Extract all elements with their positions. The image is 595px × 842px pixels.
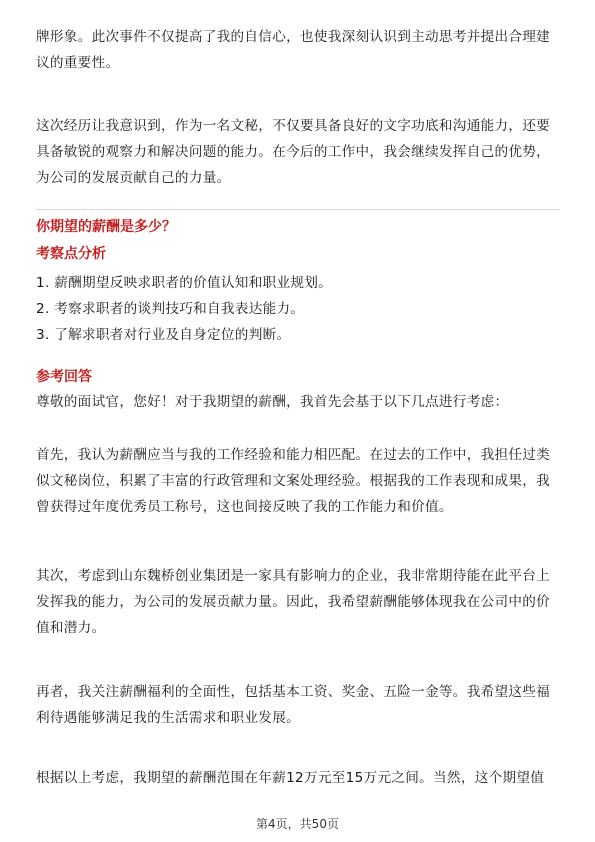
answer-second-point: 其次，考虑到山东魏桥创业集团是一家具有影响力的企业，我非常期待能在此平台上发挥我的能力，为公司的发展贡献力量。因此，我希望薪酬能够体现我在公司中的价值和潜力。 <box>36 568 551 636</box>
analysis-point: 3. 了解求职者对行业及自身定位的判断。 <box>36 327 291 343</box>
answer-first-point: 首先，我认为薪酬应当与我的工作经验和能力相匹配。在过去的工作中，我担任过类似文秘岗位，积累了丰富的行政管理和文案处理经验。根据我的工作表现和成果，我曾获得过年度优秀员工称号，这也间接反映了我的工作能力和价值。 <box>36 447 551 515</box>
page-number: 第4页，共50页 <box>256 817 339 831</box>
paragraph-experience: 这次经历让我意识到，作为一名文秘，不仅要具备良好的文字功底和沟通能力，还要具备敏锐的观察力和解决问题的能力。在今后的工作中，我会继续发挥自己的优势，为公司的发展贡献自己的力量。 <box>36 118 551 186</box>
analysis-points <box>36 270 332 348</box>
analysis-point: 2. 考察求职者的谈判技巧和自我表达能力。 <box>36 301 305 317</box>
section-divider <box>36 209 560 210</box>
analysis-label: 考察点分析 <box>36 246 106 262</box>
answer-conclusion: 根据以上考虑，我期望的薪酬范围在年薪12万元至15万元之间。当然，这个期望值 <box>36 770 545 786</box>
question-title: 你期望的薪酬是多少？ <box>36 219 176 235</box>
answer-label: 参考回答 <box>36 369 92 385</box>
analysis-point: 1. 薪酬期望反映求职者的价值认知和职业规划。 <box>36 275 333 291</box>
answer-greeting: 尊敬的面试官，您好！对于我期望的薪酬，我首先会基于以下几点进行考虑： <box>36 394 509 410</box>
paragraph-continuation: 牌形象。此次事件不仅提高了我的自信心，也使我深刻认识到主动思考并提出合理建议的重要性。 <box>36 29 551 71</box>
answer-third-point: 再者，我关注薪酬福利的全面性，包括基本工资、奖金、五险一金等。我希望这些福利待遇能够满足我的生活需求和职业发展。 <box>36 684 551 726</box>
